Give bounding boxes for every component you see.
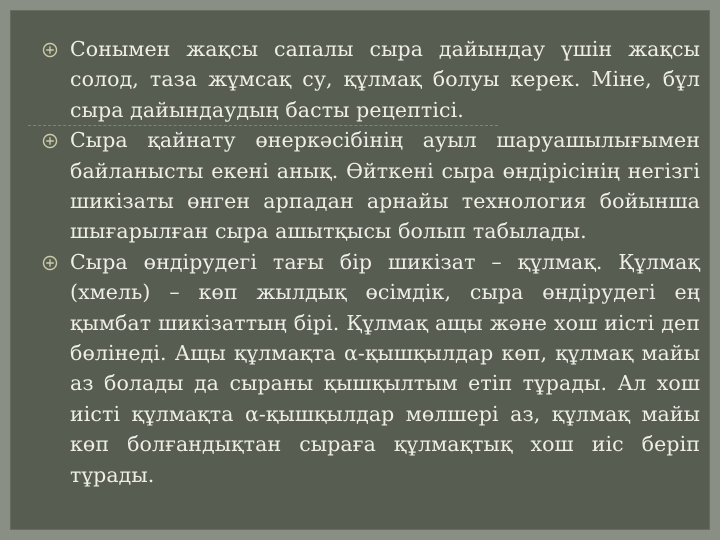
bullet-item-2 (42, 125, 700, 247)
bullet-text: Сыра қайнату өнеркәсібінің ауыл шаруашылығымен байланысты екені анық. Өйткені сыра өндірісінің негізгі шикізаты өнген арпадан арнайы технология бойынша шығарылған сыра ашытқысы болып табылады. (70, 128, 700, 244)
content-panel (10, 10, 710, 530)
bullet-item-3 (42, 247, 700, 490)
bullet-item-1 (42, 34, 700, 125)
bullet-text: Сыра өндірудегі тағы бір шикізат – құлмақ. Құлмақ (хмель) – көп жылдық өсімдік, сыра өндірудегі ең қымбат шикізаттың бірі. Құлмақ ащы және хош иісті деп бөлінеді. Ащы құлмақта α-қышқылдар көп, құлмақ майы аз болады да сыраны қышқылтым етіп тұрады. Ал хош иісті құлмақта α-қышқылдар мөлшері аз, құлмақ майы көп болғандықтан сыраға құлмақтық хош иіс беріп тұрады. (70, 249, 700, 487)
circled-plus-icon (42, 133, 58, 149)
bullet-list (42, 34, 700, 490)
circled-plus-icon (42, 42, 58, 58)
circled-plus-icon (42, 255, 58, 271)
bullet-text: Сонымен жақсы сапалы сыра дайындау үшін жақсы солод, таза жұмсақ су, құлмақ болуы керек. Міне, бұл сыра дайындаудың басты рецептісі. (70, 37, 700, 122)
